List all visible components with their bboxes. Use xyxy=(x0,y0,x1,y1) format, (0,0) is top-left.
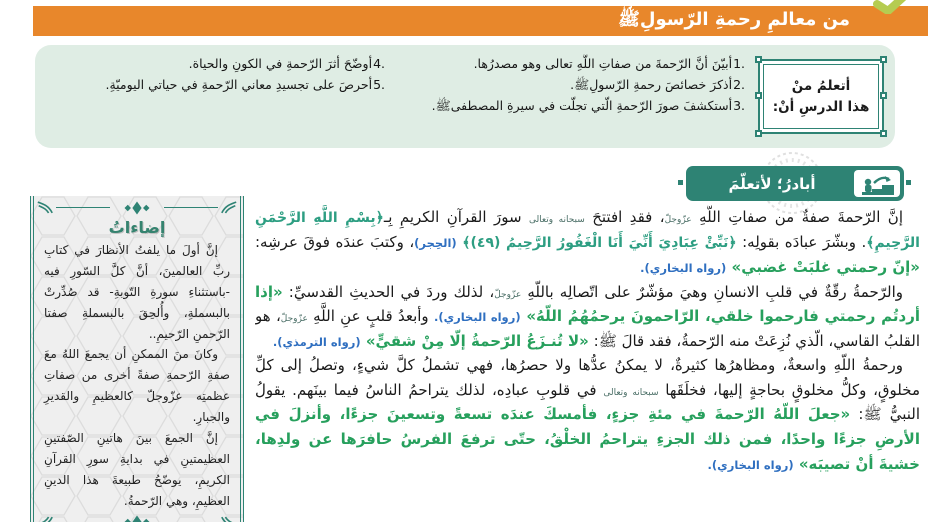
objective-text: أذكرَ خصائصَ رحمةِ الرّسولِﷺ. xyxy=(570,76,733,92)
flourish-icon xyxy=(220,200,238,215)
text-segment-small: سبحانه وتعالى xyxy=(603,387,659,398)
text-segment-hadith: «إنّ رحمتي غلبَتْ غضبي» xyxy=(726,257,920,276)
initiate-badge-label: أبادرُ؛ لأتعلّمَ xyxy=(728,174,816,193)
text-segment-normal: ، لذلك وردَ في الحديثِ القدسيِّ: xyxy=(282,282,495,301)
text-segment-quran: ﴿نَبِّئْ عِبَادِيَ أَنِّيَ أَنَا الْغَفُورُ الرَّحِيمُ (٤٩)﴾ xyxy=(456,234,737,251)
text-segment-normal: ، هو القلبُ القاسي، الّذي نُزِعَتْ منه الرّحمةُ، فقد قالَ ﷺ: xyxy=(255,307,920,350)
lesson-paragraph xyxy=(255,353,920,476)
lesson-title: من معالمِ رحمةِ الرّسولِﷺ xyxy=(618,9,850,30)
objective-item xyxy=(53,54,385,75)
text-segment-hadith: «لا تُنـزَعُ الرّحمةُ إلّا مِنْ شقيٍّ» xyxy=(360,331,589,350)
frame-knot-icon xyxy=(755,130,762,137)
objective-text: أبيّنَ أنَّ الرّحمةَ من صفاتِ اللَّهِ تعالى وهو مصدرُها. xyxy=(473,56,733,71)
text-segment-hadith: «جعلَ اللّهُ الرّحمةَ في مئةِ جزءٍ، فأمسكَ عندَه تسعةً وتسعينَ جزءًا، وأنزلَ في الأرضِ جزءًا واحدًا، فمن ذلك الجزءِ يتراحمُ الخلْقُ، حتّى ترفعَ الفرسُ حافرَها عن ولدِها، خشيةَ أنْ تصيبَه» xyxy=(255,405,920,473)
objective-item xyxy=(413,75,745,96)
objectives-list xyxy=(53,54,745,140)
frame-knot-icon xyxy=(880,130,887,137)
objective-item xyxy=(413,54,745,75)
objective-number: 4. xyxy=(373,56,385,71)
lesson-paragraph xyxy=(255,280,920,354)
text-segment-normal: والرّحمةُ رقّةٌ في قلبِ الانسانِ وهيَ مؤشّرٌ على اتّصالِه باللّهِ xyxy=(521,282,904,301)
lesson-paragraph xyxy=(255,205,920,280)
learn-frame xyxy=(758,59,884,134)
objective-number: 1. xyxy=(733,56,745,71)
frame-knot-icon xyxy=(755,56,762,63)
badge-nub-icon xyxy=(677,179,684,186)
insights-box xyxy=(30,196,244,522)
objective-text: أستكشفَ صورَ الرّحمةِ الّتي تجلّت في سيرةِ المصطفىﷺ. xyxy=(431,97,733,113)
objective-text: أوضّحَ أثرَ الرّحمةِ في الكونِ والحياة. xyxy=(188,56,373,71)
text-segment-cite: (رواه البخاري). xyxy=(640,260,727,275)
insights-content xyxy=(30,196,244,522)
text-segment-normal: وأبعدُ قلبٍ عنِ اللَّهِ xyxy=(307,307,434,326)
diamond-motif-icon xyxy=(112,516,162,522)
ornament-bottom xyxy=(34,511,240,522)
text-segment-normal: إنَّ الرّحمةَ صفةٌ من صفاتِ اللَّهِ xyxy=(691,208,903,226)
initiate-badge-area xyxy=(674,158,910,210)
text-segment-cite: (رواه الترمذي). xyxy=(272,334,361,349)
objective-number: 2. xyxy=(733,76,745,92)
insights-paragraph: إنَّ أولَ ما يلفتُ الأنظارَ في كتابِ ربِّ العالمينَ، أنَّ كلَّ السّورِ فيه -باستثناءِ سورةِ التّوبةِ- قد صُدِّرتْ بالبسملةِ، وأُلحِقَ بالبسملةِ صفتا الرّحمنِ الرّحيمِ.. xyxy=(44,243,230,341)
main-text xyxy=(255,205,920,520)
flourish-icon xyxy=(36,200,54,215)
objective-text: أحرصَ على تجسيدِ معاني الرّحمةِ في حياتي اليوميّةِ. xyxy=(105,76,373,92)
objective-number: 5. xyxy=(373,76,385,92)
initiate-badge xyxy=(686,166,904,201)
frame-knot-icon xyxy=(880,92,887,99)
leaf-decoration-icon xyxy=(873,0,915,14)
text-segment-quran: ﴿بِسْمِ اللَّهِ الرَّحْمَنِ الرَّحِيمِ﴾ xyxy=(255,210,920,251)
insights-title: إضاءاتُ xyxy=(108,218,166,237)
text-segment-normal: ورحمةُ اللّهِ واسعةٌ، ومظاهرُها كثيرةٌ، لا يمكنُ عدُّها ولا حصرُها، فهي تشملُ كلَّ شيءٍ، وتصلُ إلى كلِّ مخلوقٍ، وكلُّ مخلوقٍ بحاجةٍ إليها، فخلَقَها xyxy=(255,356,920,399)
text-segment-small: عزّوجلّ xyxy=(280,314,308,325)
text-segment-normal: . وبشّرَ عبادَه بقولِه: xyxy=(736,232,867,251)
text-segment-hadith: «إذا أردتُم رحمتي فارحموا خلقي، الرّاحمونَ يرحمُهُمُ اللّهُ» xyxy=(255,282,920,326)
text-segment-normal: في قلوبِ عبادِه، لذلك يتراحمُ الناسُ فيما بينَهم. يقولُ النبيُّ ﷺ: xyxy=(255,380,920,424)
text-segment-normal: ، فقدِ افتتحَ xyxy=(584,208,665,226)
text-segment-small: عزّوجلّ xyxy=(664,215,692,225)
text-segment-small: عزّوجلّ xyxy=(494,289,522,300)
text-segment-cite: (رواه البخاري). xyxy=(433,310,521,325)
flourish-icon xyxy=(220,515,238,522)
flourish-icon xyxy=(36,515,54,522)
person-climbing-steps-icon xyxy=(854,170,900,197)
ornament-top xyxy=(34,196,240,216)
text-segment-normal: سورَ القرآنِ الكريمِ بِـ xyxy=(383,208,529,226)
insights-paragraph: إنَّ الجمعَ بينَ هاتينِ الصّفتينِ العظيمتينِ في بدايةِ سورِ القرآنِ الكريمِ، يوضّحُ طبيعةَ هذا الدينِ العظيمِ، وهي الرّحمةُ. xyxy=(44,430,230,508)
objective-item xyxy=(413,96,745,117)
diamond-motif-icon xyxy=(112,201,162,215)
learn-frame-label: أتعلمُ منْ xyxy=(791,78,851,95)
ornament-line xyxy=(56,207,110,208)
frame-knot-icon xyxy=(755,92,762,99)
ornament-line xyxy=(164,207,218,208)
insights-body xyxy=(34,240,240,511)
text-segment-normal: ، وكتبَ عندَه فوقَ عرشِه: xyxy=(255,232,415,251)
learn-frame-label: هذا الدرسِ أنْ: xyxy=(772,98,870,115)
objectives-box xyxy=(35,45,895,148)
objective-item xyxy=(53,75,385,96)
text-segment-cite: (الحِجر) xyxy=(414,235,457,250)
text-segment-small: سبحانه وتعالى xyxy=(528,215,585,225)
lesson-title-banner xyxy=(33,6,928,36)
text-segment-cite: (رواه البخاري). xyxy=(707,457,794,472)
frame-knot-icon xyxy=(880,56,887,63)
objective-number: 3. xyxy=(733,97,745,113)
badge-nub-icon xyxy=(905,179,912,186)
insights-paragraph: وكانَ منَ الممكنِ أن يجمعَ اللهُ معَ صفةِ الرّحمةِ صفةً أخرى من صفاتِ عظمتِه عزّوجلّ كالعظيمِ والقديرِ والجبارِ. xyxy=(44,347,230,424)
